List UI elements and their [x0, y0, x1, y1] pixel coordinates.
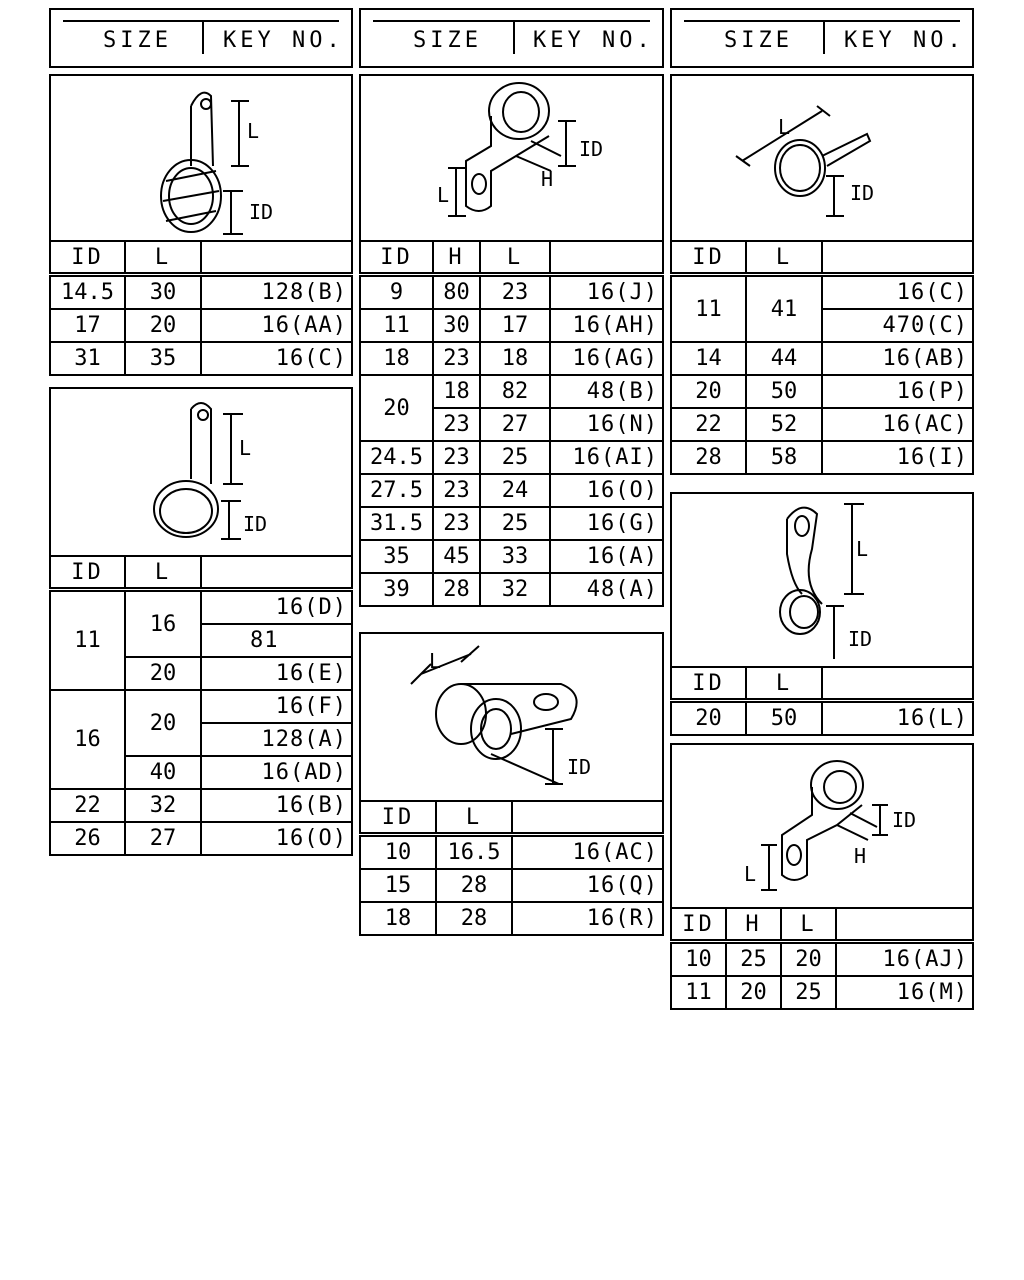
table-cell: 41	[746, 275, 822, 343]
table-cell: 11	[671, 275, 746, 343]
table-row	[360, 342, 663, 375]
clip-g-drawing	[670, 743, 974, 909]
table-cell: 81	[201, 624, 352, 657]
table-row	[360, 474, 663, 507]
l-label: L	[778, 115, 791, 139]
table-cell: 25	[480, 441, 550, 474]
table-cell: 16(AH)	[550, 309, 663, 342]
col-l: L	[746, 241, 822, 275]
table-cell: 44	[746, 342, 822, 375]
table-cell: 30	[433, 309, 480, 342]
table-cell: 23	[433, 474, 480, 507]
table-cell: 28	[433, 573, 480, 606]
id-label: ID	[579, 137, 604, 161]
table-cell: 45	[433, 540, 480, 573]
l-label: L	[247, 119, 260, 143]
table-cell: 16(AJ)	[836, 942, 973, 977]
id-label: ID	[850, 181, 875, 205]
size-label: SIZE	[103, 28, 172, 53]
table-cell	[836, 908, 973, 942]
clip-e-table	[670, 240, 974, 475]
table-cell: 18	[480, 342, 550, 375]
col-id: ID	[671, 241, 746, 275]
table-cell: 16	[125, 590, 201, 658]
table-cell: 16(A)	[550, 540, 663, 573]
key-no-label: KEY NO.	[223, 28, 344, 53]
col-l: L	[480, 241, 550, 275]
clip-b-drawing	[49, 387, 353, 557]
table-cell: 16.5	[436, 835, 512, 870]
clip-b-table	[49, 555, 353, 856]
table-row	[50, 342, 352, 375]
table-cell: 58	[746, 441, 822, 474]
table-cell: 22	[50, 789, 125, 822]
table-cell: 16(AC)	[822, 408, 973, 441]
table-cell: 50	[746, 701, 822, 736]
col-h: H	[726, 908, 781, 942]
table-cell: 15	[360, 869, 436, 902]
clip-e-drawing	[670, 74, 974, 242]
table-cell: 23	[433, 342, 480, 375]
table-cell: 17	[480, 309, 550, 342]
table-cell: 82	[480, 375, 550, 408]
table-cell: 39	[360, 573, 433, 606]
table-row	[671, 441, 973, 474]
table-cell: 50	[746, 375, 822, 408]
table-cell: 16(I)	[822, 441, 973, 474]
table-cell: 24.5	[360, 441, 433, 474]
clip-c-table	[359, 240, 664, 607]
table-cell: 23	[433, 408, 480, 441]
clip-c-drawing	[359, 74, 664, 242]
table-cell: 25	[781, 976, 836, 1009]
table-row	[671, 942, 973, 977]
table-row	[50, 590, 352, 625]
table-cell: 16(D)	[201, 590, 352, 625]
table-cell: 16(L)	[822, 701, 973, 736]
table-cell	[822, 667, 973, 701]
table-cell: 20	[671, 375, 746, 408]
table-cell: 48(B)	[550, 375, 663, 408]
table-cell: 18	[360, 902, 436, 935]
table-cell: 27.5	[360, 474, 433, 507]
clip-d-table	[359, 800, 664, 936]
table-cell: 16(M)	[836, 976, 973, 1009]
table-row	[671, 701, 973, 736]
table-cell: 40	[125, 756, 201, 789]
l-label: L	[437, 183, 450, 207]
key-no-label: KEY NO.	[844, 28, 965, 53]
size-label: SIZE	[724, 28, 793, 53]
table-cell: 25	[480, 507, 550, 540]
id-label: ID	[848, 627, 873, 651]
table-cell	[201, 556, 352, 590]
col-id: ID	[671, 908, 726, 942]
size-label: SIZE	[413, 28, 482, 53]
table-cell: 28	[436, 869, 512, 902]
table-row	[50, 275, 352, 310]
table-row	[360, 869, 663, 902]
table-row	[671, 342, 973, 375]
col-id: ID	[360, 801, 436, 835]
col-l: L	[746, 667, 822, 701]
table-cell: 23	[433, 441, 480, 474]
table-cell: 16	[50, 690, 125, 789]
table-cell: 11	[671, 976, 726, 1009]
id-label: ID	[567, 755, 592, 779]
table-cell: 16(AI)	[550, 441, 663, 474]
table-cell: 48(A)	[550, 573, 663, 606]
table-cell: 20	[125, 657, 201, 690]
table-cell: 24	[480, 474, 550, 507]
id-label: ID	[249, 200, 274, 224]
table-cell: 14	[671, 342, 746, 375]
col-l: L	[125, 241, 201, 275]
table-cell: 11	[360, 309, 433, 342]
table-cell: 23	[433, 507, 480, 540]
table-row	[671, 375, 973, 408]
table-cell: 80	[433, 275, 480, 310]
table-cell: 128(A)	[201, 723, 352, 756]
table-cell: 16(AG)	[550, 342, 663, 375]
table-cell: 16(Q)	[512, 869, 663, 902]
clip-f-drawing	[670, 492, 974, 668]
table-row	[360, 540, 663, 573]
table-row	[360, 835, 663, 870]
table-cell: 20	[781, 942, 836, 977]
table-cell: 470(C)	[822, 309, 973, 342]
table-cell: 17	[50, 309, 125, 342]
table-row	[360, 441, 663, 474]
table-cell: 16(AC)	[512, 835, 663, 870]
table-cell: 16(AA)	[201, 309, 352, 342]
table-cell	[512, 801, 663, 835]
table-cell: 20	[726, 976, 781, 1009]
table-cell: 9	[360, 275, 433, 310]
table-cell: 28	[671, 441, 746, 474]
table-cell: 31.5	[360, 507, 433, 540]
col-l: L	[436, 801, 512, 835]
table-cell: 16(P)	[822, 375, 973, 408]
col-l: L	[125, 556, 201, 590]
table-cell: 25	[726, 942, 781, 977]
table-cell: 16(J)	[550, 275, 663, 310]
l-label: L	[856, 537, 869, 561]
l-label: L	[744, 862, 757, 886]
header-col-2	[359, 8, 664, 68]
table-row	[671, 408, 973, 441]
table-cell: 16(F)	[201, 690, 352, 723]
header-col-1	[49, 8, 353, 68]
table-row	[671, 976, 973, 1009]
table-cell: 16(O)	[201, 822, 352, 855]
table-cell: 16(O)	[550, 474, 663, 507]
table-cell: 22	[671, 408, 746, 441]
table-cell: 16(R)	[512, 902, 663, 935]
table-cell: 35	[125, 342, 201, 375]
table-cell: 23	[480, 275, 550, 310]
table-cell: 27	[480, 408, 550, 441]
table-cell: 11	[50, 590, 125, 691]
table-cell: 31	[50, 342, 125, 375]
clip-a-drawing	[49, 74, 353, 242]
table-row	[360, 507, 663, 540]
table-cell: 20	[125, 309, 201, 342]
table-cell: 128(B)	[201, 275, 352, 310]
table-cell	[201, 241, 352, 275]
table-cell: 18	[360, 342, 433, 375]
id-label: ID	[892, 808, 917, 832]
table-row	[360, 275, 663, 310]
id-label: ID	[243, 512, 268, 536]
table-row	[671, 275, 973, 310]
key-no-label: KEY NO.	[533, 28, 654, 53]
table-row	[50, 789, 352, 822]
table-cell: 27	[125, 822, 201, 855]
table-row	[360, 573, 663, 606]
table-cell: 14.5	[50, 275, 125, 310]
table-cell: 28	[436, 902, 512, 935]
col-h: H	[433, 241, 480, 275]
h-label: H	[854, 844, 867, 868]
col-id: ID	[50, 556, 125, 590]
table-cell: 16(N)	[550, 408, 663, 441]
table-cell: 32	[480, 573, 550, 606]
table-cell: 20	[360, 375, 433, 441]
table-cell: 20	[671, 701, 746, 736]
table-cell: 20	[125, 690, 201, 756]
table-row	[50, 690, 352, 723]
table-row	[50, 309, 352, 342]
table-cell: 30	[125, 275, 201, 310]
table-cell	[550, 241, 663, 275]
clip-g-table	[670, 907, 974, 1010]
table-cell: 33	[480, 540, 550, 573]
table-cell: 16(E)	[201, 657, 352, 690]
table-cell: 10	[671, 942, 726, 977]
col-l: L	[781, 908, 836, 942]
clip-d-drawing	[359, 632, 664, 802]
table-cell: 52	[746, 408, 822, 441]
col-id: ID	[360, 241, 433, 275]
table-cell: 32	[125, 789, 201, 822]
table-row	[50, 822, 352, 855]
table-cell: 18	[433, 375, 480, 408]
header-col-3	[670, 8, 974, 68]
table-row	[360, 309, 663, 342]
table-cell: 16(AB)	[822, 342, 973, 375]
table-cell: 35	[360, 540, 433, 573]
l-label: L	[239, 436, 252, 460]
table-cell: 16(AD)	[201, 756, 352, 789]
l-label: L	[429, 649, 442, 673]
table-cell: 16(C)	[201, 342, 352, 375]
h-label: H	[541, 167, 554, 191]
table-cell: 16(B)	[201, 789, 352, 822]
table-cell: 26	[50, 822, 125, 855]
col-id: ID	[50, 241, 125, 275]
table-cell: 10	[360, 835, 436, 870]
table-row	[360, 902, 663, 935]
col-id: ID	[671, 667, 746, 701]
table-cell: 16(G)	[550, 507, 663, 540]
clip-a-table	[49, 240, 353, 376]
table-cell	[822, 241, 973, 275]
table-row	[360, 375, 663, 408]
table-cell: 16(C)	[822, 275, 973, 310]
clip-f-table	[670, 666, 974, 736]
